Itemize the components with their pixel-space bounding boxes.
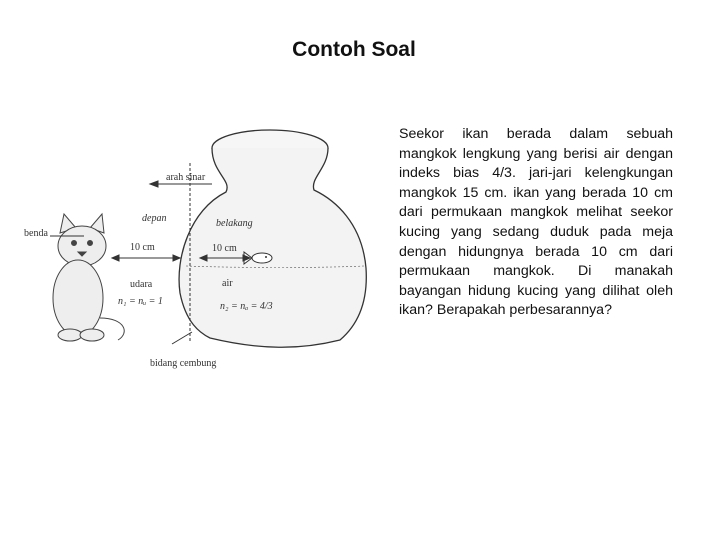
page-title: Contoh Soal [292,38,416,61]
cat-icon [53,214,124,341]
label-n2: n₂ = nₐ = 4/3 [220,301,273,312]
label-depan: depan [142,213,167,224]
label-distance-right: 10 cm [212,243,237,254]
label-air: air [222,278,233,289]
label-benda: benda [24,228,48,239]
label-udara: udara [130,279,153,290]
label-distance-left: 10 cm [130,242,155,253]
bowl-figure [0,118,400,380]
label-bidang-cembung: bidang cembung [150,358,217,369]
label-n1: n₁ = nᵤ = 1 [118,296,163,307]
bowl [179,130,366,347]
label-arrah-sinar: arah sinar [166,172,206,183]
problem-text: Seekor ikan berada dalam sebuah mangkok lengkung yang berisi air dengan indeks bias 4/3. jari-jari kelengkungan mangkok 15 cm. ikan yang berada 10 cm dari permukaan mangkok melihat seekor kucing yang sedang duduk pada meja dengan hidungnya berada 10 cm dari permukaan mangkok. Di manakah bayangan hidung kucing yang dilihat oleh ikan? Berapakah perbesarannya? [399,126,673,319]
bowl-diagram [0,118,400,380]
label-belakang: belakang [216,218,253,229]
